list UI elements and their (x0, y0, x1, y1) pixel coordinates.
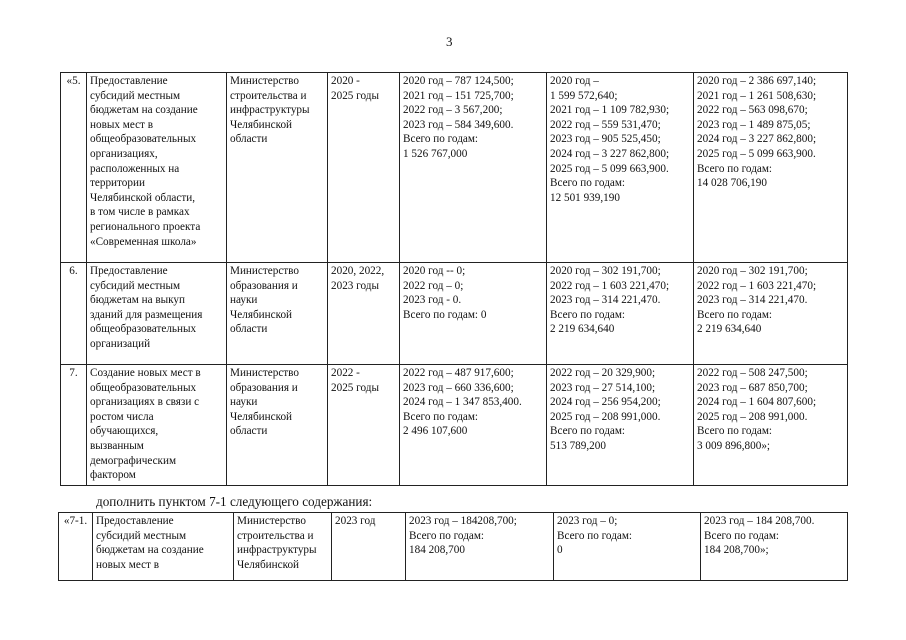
cell-line: новых мест в (90, 118, 154, 131)
cell-line: 2023 год – 184 208,700. (704, 515, 815, 527)
item-number-cell: «7-1. (59, 513, 93, 581)
cell-line: зданий для размещения (90, 308, 203, 321)
addition-instruction: дополнить пунктом 7-1 следующего содержания: (96, 494, 373, 509)
page-number: 3 (446, 34, 453, 49)
cell-line: 2025 год – 208 991,000. (550, 410, 661, 423)
cell-line: 2023 год – 314 221,470. (550, 294, 661, 307)
cell-line: 2020, 2022, (331, 265, 385, 277)
cell-line: расположенных на (90, 162, 180, 175)
cell-line: 2023 год – 660 336,600; (403, 381, 514, 394)
funding-column-5-cell (547, 365, 694, 486)
cell-line: 2020 год – 302 191,700; (550, 265, 661, 277)
responsible-ministry-cell (227, 263, 328, 365)
cell-line: 1 599 572,640; (550, 89, 618, 102)
cell-line: 2023 год – 1 489 875,05; (697, 118, 811, 131)
cell-line: Всего по годам: 0 (403, 308, 487, 321)
cell-line: Министерство (230, 265, 299, 277)
cell-line: 2022 год – 1 603 221,470; (550, 279, 670, 292)
cell-line: 14 028 706,190 (697, 177, 767, 190)
period-cell (332, 513, 406, 581)
cell-line: 2023 год – 27 514,100; (550, 381, 656, 394)
cell-line: науки (230, 294, 258, 307)
cell-line: фактором (90, 469, 136, 482)
cell-line: 2 496 107,600 (403, 425, 468, 438)
cell-line: 2023 годы (331, 279, 379, 292)
period-cell (328, 365, 400, 486)
cell-line: образования и (230, 381, 298, 394)
cell-line: 2025 год – 5 099 663,900. (697, 147, 816, 160)
cell-line: Предоставление (90, 265, 168, 277)
cell-line: 2021 год – 1 109 782,930; (550, 104, 670, 117)
cell-line: образования и (230, 279, 298, 292)
cell-line: 2021 год – 1 261 508,630; (697, 89, 817, 102)
cell-line: области (230, 133, 268, 146)
cell-line: ростом числа (90, 410, 154, 423)
cell-line: новых мест в (96, 558, 160, 571)
cell-line: Челябинской (230, 410, 293, 423)
cell-line: строительства и (230, 89, 307, 102)
cell-line: Создание новых мест в (90, 367, 201, 379)
responsible-ministry-cell (227, 365, 328, 486)
responsible-ministry-cell (227, 73, 328, 263)
funding-total-cell (694, 263, 848, 365)
responsible-ministry-cell (234, 513, 332, 581)
item-number-cell: 7. (61, 365, 87, 486)
cell-line: 2022 год – 559 531,470; (550, 118, 661, 131)
cell-line: субсидий местным (90, 279, 181, 292)
funding-column-4-cell (400, 263, 547, 365)
table-row (61, 365, 848, 486)
measure-name-cell (93, 513, 234, 581)
cell-line: Министерство (230, 367, 299, 379)
cell-line: 2 219 634,640 (550, 323, 615, 336)
cell-line: 513 789,200 (550, 439, 606, 452)
cell-line: строительства и (237, 529, 314, 542)
cell-line: 2022 год – 487 917,600; (403, 367, 514, 379)
cell-line: Министерство (237, 515, 306, 527)
funding-column-5-cell (547, 263, 694, 365)
cell-line: 2022 - (331, 367, 360, 379)
cell-line: 184 208,700»; (704, 544, 769, 557)
measure-name-cell (87, 73, 227, 263)
cell-line: бюджетам на создание (96, 544, 204, 557)
cell-line: Всего по годам: (704, 529, 780, 542)
item-number-cell: «5. (61, 73, 87, 263)
cell-line: 2021 год – 151 725,700; (403, 89, 514, 102)
cell-line: общеобразовательных (90, 323, 197, 336)
cell-line: организаций (90, 337, 151, 350)
cell-line: 2025 год – 5 099 663,900. (550, 162, 669, 175)
cell-line: общеобразовательных (90, 133, 197, 146)
cell-line: 2 219 634,640 (697, 323, 762, 336)
cell-line: 2024 год – 3 227 862,800; (550, 147, 670, 160)
cell-line: Всего по годам: (550, 425, 626, 438)
cell-line: 2023 год – 905 525,450; (550, 133, 661, 146)
cell-line: 2025 годы (331, 89, 379, 102)
cell-line: 2025 год – 208 991,000. (697, 410, 808, 423)
cell-line: 2025 годы (331, 381, 379, 394)
cell-line: 12 501 939,190 (550, 191, 620, 204)
cell-line: Всего по годам: (403, 410, 479, 423)
cell-line: организациях, (90, 147, 158, 160)
cell-line: Всего по годам: (409, 529, 485, 542)
funding-column-4-cell (406, 513, 554, 581)
program-measures-table (60, 72, 848, 486)
cell-line: 2022 год – 20 329,900; (550, 367, 656, 379)
table-row (61, 263, 848, 365)
cell-line: 2024 год – 3 227 862,800; (697, 133, 817, 146)
measure-name-cell (87, 365, 227, 486)
cell-line: Всего по годам: (557, 529, 633, 542)
cell-line: 2022 год – 508 247,500; (697, 367, 808, 379)
cell-line: 184 208,700 (409, 544, 465, 557)
funding-column-5-cell (547, 73, 694, 263)
cell-line: инфраструктуры (237, 544, 317, 557)
measure-name-cell (87, 263, 227, 365)
cell-line: организациях в связи с (90, 396, 200, 409)
funding-total-cell (694, 73, 848, 263)
cell-line: регионального проекта (90, 220, 201, 233)
cell-line: Предоставление (90, 75, 168, 87)
cell-line: Челябинской (230, 118, 293, 131)
cell-line: 2020 год – 2 386 697,140; (697, 75, 817, 87)
cell-line: 2023 год - 0. (403, 294, 462, 307)
cell-line: Всего по годам: (403, 133, 479, 146)
cell-line: субсидий местным (96, 529, 187, 542)
cell-line: 1 526 767,000 (403, 147, 468, 160)
table-row (59, 513, 848, 581)
cell-line: 2023 год – 184208,700; (409, 515, 517, 527)
cell-line: территории (90, 177, 145, 190)
cell-line: Всего по годам: (697, 308, 773, 321)
cell-line: 2023 год (335, 515, 376, 527)
item-number-cell: 6. (61, 263, 87, 365)
cell-line: Министерство (230, 75, 299, 87)
cell-line: 2020 год – 787 124,500; (403, 75, 514, 87)
cell-line: 2022 год – 0; (403, 279, 464, 292)
funding-column-4-cell (400, 365, 547, 486)
cell-line: 2023 год – 687 850,700; (697, 381, 808, 394)
cell-line: «Современная школа» (90, 235, 197, 248)
added-item-table (58, 512, 848, 581)
cell-line: области (230, 425, 268, 438)
cell-line: Всего по годам: (697, 425, 773, 438)
period-cell (328, 263, 400, 365)
cell-line: 2020 год – (550, 75, 599, 87)
funding-column-5-cell (554, 513, 701, 581)
cell-line: бюджетам на создание (90, 104, 198, 117)
cell-line: 2022 год – 1 603 221,470; (697, 279, 817, 292)
cell-line: общеобразовательных (90, 381, 197, 394)
cell-line: области (230, 323, 268, 336)
cell-line: Челябинской (230, 308, 293, 321)
cell-line: Всего по годам: (550, 308, 626, 321)
cell-line: демографическим (90, 454, 177, 467)
cell-line: в том числе в рамках (90, 206, 190, 219)
cell-line: 2024 год – 1 347 853,400. (403, 396, 522, 409)
cell-line: 2023 год – 0; (557, 515, 618, 527)
cell-line: Всего по годам: (550, 177, 626, 190)
cell-line: 0 (557, 544, 563, 557)
cell-line: Челябинской (237, 558, 300, 571)
cell-line: бюджетам на выкуп (90, 294, 185, 307)
cell-line: Предоставление (96, 515, 174, 527)
cell-line: инфраструктуры (230, 104, 310, 117)
cell-line: Всего по годам: (697, 162, 773, 175)
funding-total-cell (701, 513, 848, 581)
cell-line: науки (230, 396, 258, 409)
cell-line: 2023 год – 314 221,470. (697, 294, 808, 307)
table-row (61, 73, 848, 263)
cell-line: 2020 год -- 0; (403, 265, 466, 277)
funding-total-cell (694, 365, 848, 486)
cell-line: 2022 год – 3 567,200; (403, 104, 503, 117)
cell-line: субсидий местным (90, 89, 181, 102)
cell-line: обучающихся, (90, 425, 159, 438)
cell-line: 2020 год – 302 191,700; (697, 265, 808, 277)
cell-line: вызванным (90, 439, 144, 452)
cell-line: 3 009 896,800»; (697, 439, 771, 452)
cell-line: 2020 - (331, 75, 360, 87)
period-cell (328, 73, 400, 263)
cell-line: Челябинской области, (90, 191, 196, 204)
cell-line: 2024 год – 256 954,200; (550, 396, 661, 409)
cell-line: 2023 год – 584 349,600. (403, 118, 514, 131)
funding-column-4-cell (400, 73, 547, 263)
cell-line: 2022 год – 563 098,670; (697, 104, 808, 117)
cell-line: 2024 год – 1 604 807,600; (697, 396, 817, 409)
